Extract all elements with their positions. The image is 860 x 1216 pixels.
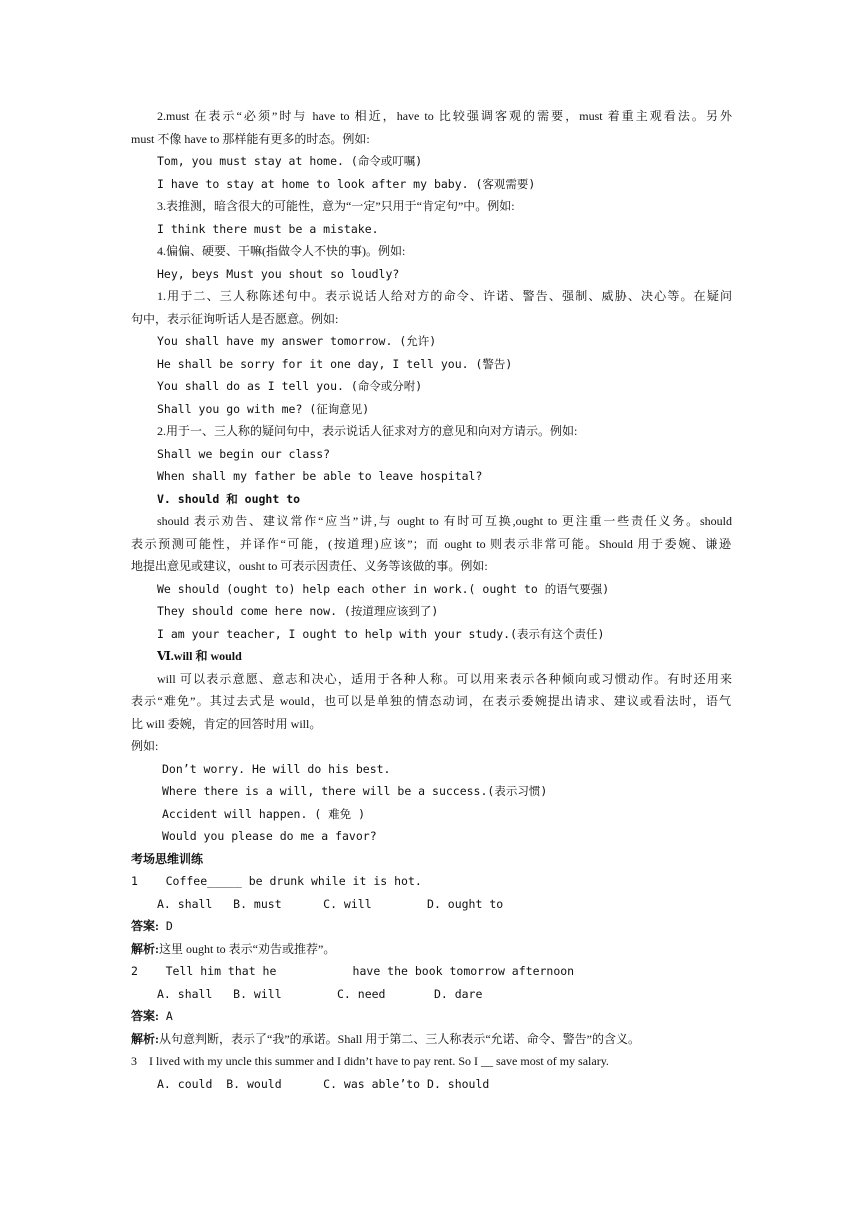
- section-heading: V. should 和 ought to: [157, 492, 301, 506]
- answer-line: [131, 918, 731, 934]
- example-sentence: I am your teacher, I ought to help with your study.(表示有这个责任): [157, 627, 605, 641]
- example-sentence: They should come here now. (按道理应该到了): [157, 604, 439, 618]
- answer-label: 答案:: [131, 919, 159, 933]
- paragraph-line: will 可以表示意愿、意志和决心，适用于各种人称。可以用来表示各种倾向或习惯动作。有时还用来: [157, 672, 732, 686]
- example-sentence: Would you please do me a favor?: [162, 829, 377, 843]
- paragraph-line: 句中，表示征询听话人是否愿意。例如:: [131, 312, 339, 326]
- example-sentence: When shall my father be able to leave hospital?: [157, 469, 483, 483]
- question: 3 I lived with my uncle this summer and I didn’t have to pay rent. So I __ save most of my salary.: [131, 1054, 609, 1068]
- example-sentence: I think there must be a mistake.: [157, 222, 379, 236]
- example-sentence: You shall do as I tell you. (命令或分咐): [157, 379, 423, 393]
- paragraph-line: 地提出意见或建议，ousht to 可表示因责任、义务等该做的事。例如:: [131, 559, 488, 573]
- example-sentence: I have to stay at home to look after my baby. (客观需要): [157, 177, 536, 191]
- answer-line: [131, 1008, 731, 1024]
- question-options: A. shall B. must C. will D. ought to: [157, 897, 504, 911]
- paragraph-line: 1.用于二、三人称陈述句中。表示说话人给对方的命令、许诺、警告、强制、威胁、决心等。在疑问: [157, 289, 732, 303]
- paragraph-line: 表示“难免”。其过去式是 would，也可以是单独的情态动词，在表示委婉提出请求、建议或看法时，语气: [131, 694, 731, 708]
- explanation-label: 解析:: [131, 942, 159, 956]
- answer-value: A: [159, 1009, 173, 1023]
- example-sentence: Where there is a will, there will be a success.(表示习惯): [162, 784, 548, 798]
- paragraph-line: 表示预测可能性，并译作“可能，(按道理)应该”；而 ought to 则表示非常可能。Should 用于委婉、谦逊: [131, 537, 731, 551]
- question-options: A. shall B. will C. need D. dare: [157, 987, 483, 1001]
- explanation-line: [131, 1031, 741, 1047]
- example-sentence: Hey, beys Must you shout so loudly?: [157, 267, 400, 281]
- example-sentence: He shall be sorry for it one day, I tell you. (警告): [157, 357, 513, 371]
- answer-label: 答案:: [131, 1009, 159, 1023]
- example-sentence: We should (ought to) help each other in work.( ought to 的语气要强): [157, 582, 610, 596]
- example-sentence: Don’t worry. He will do his best.: [162, 762, 391, 776]
- example-sentence: You shall have my answer tomorrow. (允许): [157, 334, 437, 348]
- example-sentence: Accident will happen. ( 难免 ): [162, 807, 366, 821]
- answer-value: D: [159, 919, 173, 933]
- paragraph-line: 4.偏偏、硬要、干嘛(指做令人不快的事)。例如:: [157, 244, 406, 258]
- paragraph-line: should 表示劝告、建议常作“应当”讲,与 ought to 有时可互换,ought to 更注重一些责任义务。should: [157, 514, 732, 528]
- explanation-text: 从句意判断，表示了“我”的承诺。Shall 用于第二、三人称表示“允诺、命令、警告”的含义。: [159, 1032, 640, 1046]
- explanation-label: 解析:: [131, 1032, 159, 1046]
- paragraph-line: 2.must 在表示“必须”时与 have to 相近，have to 比较强调客观的需要，must 着重主观看法。另外: [157, 109, 732, 123]
- example-sentence: Shall we begin our class?: [157, 447, 331, 461]
- paragraph-line: 例如:: [131, 739, 159, 753]
- paragraph-line: 3.表推测，暗含很大的可能性，意为“一定”只用于“肯定句”中。例如:: [157, 199, 515, 213]
- example-sentence: Tom, you must stay at home. (命令或叮嘱): [157, 154, 423, 168]
- paragraph-line: 2.用于一、三人称的疑问句中，表示说话人征求对方的意见和向对方请示。例如:: [157, 424, 578, 438]
- paragraph-line: 比 will 委婉，肯定的回答时用 will。: [131, 717, 322, 731]
- question-options: A. could B. would C. was able’to D. should: [157, 1077, 490, 1091]
- explanation-text: 这里 ought to 表示“劝告或推荐”。: [159, 942, 336, 956]
- question: 1 Coffee_____ be drunk while it is hot.: [131, 874, 422, 888]
- exercise-heading: 考场思维训练: [131, 852, 204, 866]
- paragraph-line: must 不像 have to 那样能有更多的时态。例如:: [131, 132, 370, 146]
- explanation-line: [131, 941, 731, 957]
- question: 2 Tell him that he have the book tomorrow afternoon: [131, 964, 575, 978]
- section-heading: Ⅵ.will 和 would: [157, 649, 242, 663]
- example-sentence: Shall you go with me? (征询意见): [157, 402, 370, 416]
